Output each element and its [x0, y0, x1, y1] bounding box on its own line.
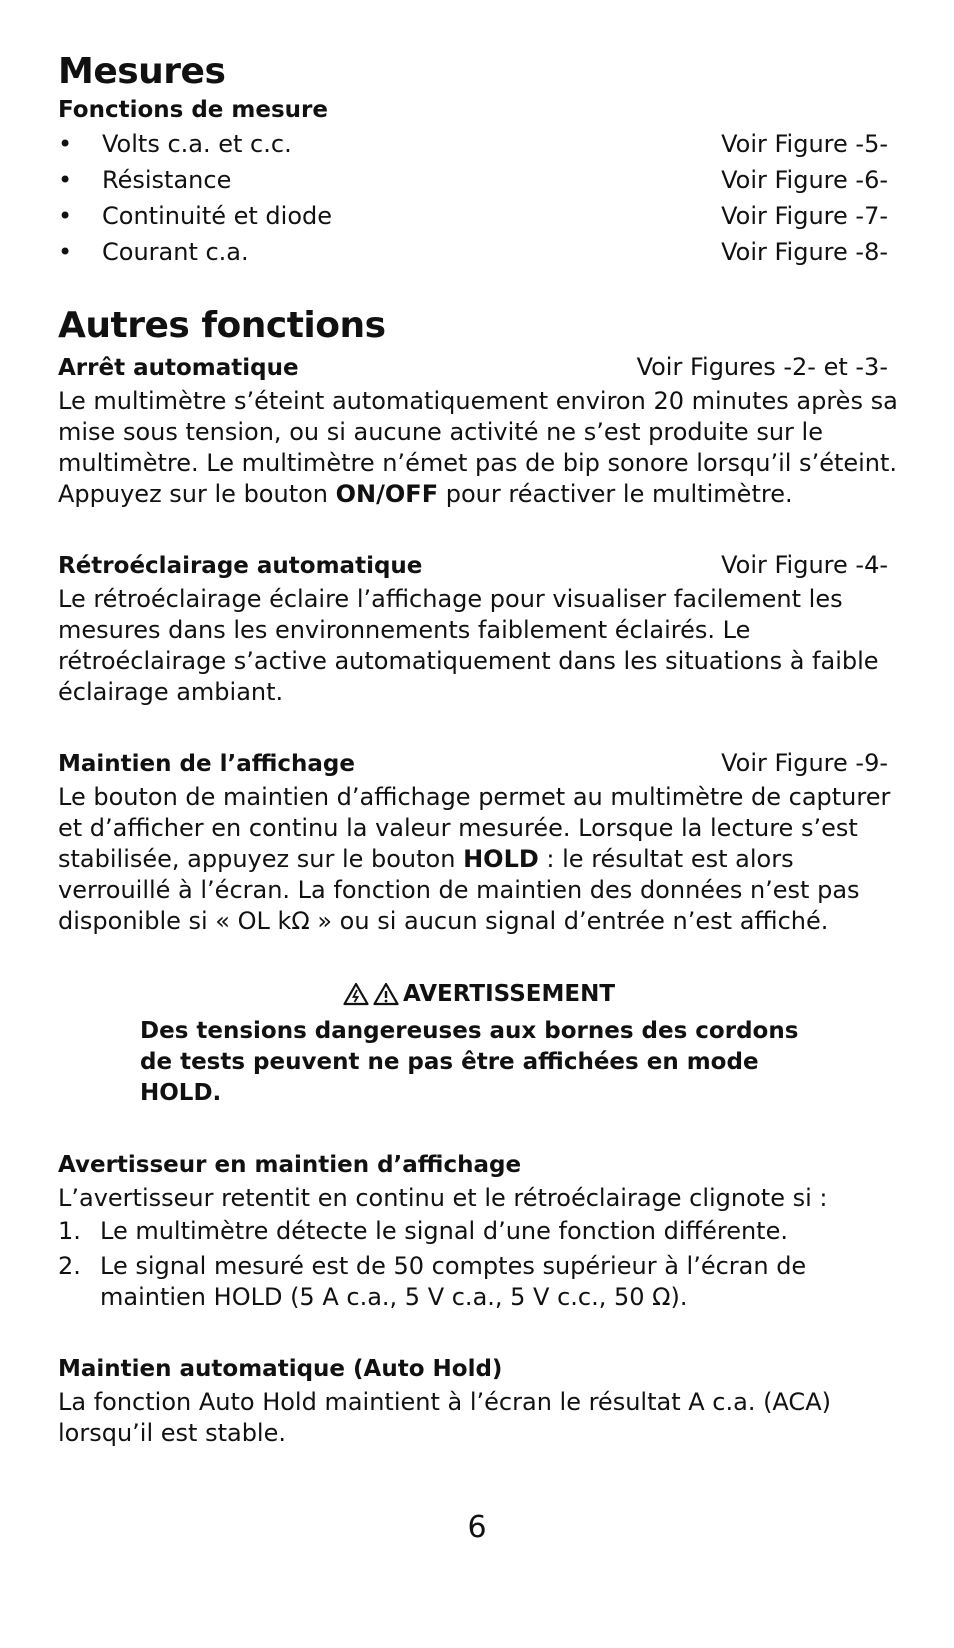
warning-triangle-icon [373, 982, 399, 1006]
figure-reference: Voir Figure -9- [721, 749, 888, 777]
subsection-title-fonctions: Fonctions de mesure [58, 97, 328, 123]
list-item-text: Le multimètre détecte le signal d’une fonction différente. [100, 1217, 788, 1245]
numbered-list [58, 1216, 900, 1313]
page-number: 6 [467, 1510, 487, 1545]
subsection-auto-hold [58, 1353, 900, 1449]
figure-reference: Voir Figure -8- [721, 238, 888, 266]
subsection-heading: Avertisseur en maintien d’affichage [58, 1152, 522, 1178]
subsection-heading: Rétroéclairage automatique [58, 553, 423, 579]
subsection-retroeclairage [58, 550, 900, 708]
paragraph: Le bouton de maintien d’affichage permet au multimètre de capturer et d’afficher en continu la valeur mesurée. Lorsque la lecture s’est stabilisée, appuyez sur le bouton HOLD : le résultat est alors verrouillé à l’écran. La fonction de maintien des données n’est pas disponible si « OL kΩ » ou si aucun signal d’entrée n’est affiché. [58, 783, 891, 935]
section-title-autres-fonctions: Autres fonctions [58, 305, 386, 346]
warning-text: Des tensions dangereuses aux bornes des cordons de tests peuvent ne pas être affichées en mode HOLD. [140, 1018, 799, 1106]
subsection-avertisseur [58, 1149, 900, 1313]
list-item [58, 198, 888, 234]
list-item-label: Résistance [102, 166, 232, 194]
figure-reference: Voir Figure -7- [721, 202, 888, 230]
paragraph: La fonction Auto Hold maintient à l’écran le résultat A c.a. (ACA) lorsqu’il est stable. [58, 1388, 831, 1447]
list-item-label: Volts c.a. et c.c. [102, 130, 292, 158]
bullet: • [58, 202, 73, 230]
list-item [58, 1251, 900, 1313]
paragraph: L’avertisseur retentit en continu et le rétroéclairage clignote si : [58, 1184, 828, 1212]
list-item [58, 234, 888, 270]
bullet: • [58, 238, 73, 266]
manual-page [58, 50, 900, 1449]
warning-box [58, 979, 900, 1109]
section-title-mesures: Mesures [58, 51, 226, 92]
warning-title [343, 979, 615, 1009]
subsection-maintien-affichage [58, 748, 900, 937]
list-item-text: Le signal mesuré est de 50 comptes supérieur à l’écran de maintien HOLD (5 A c.a., 5 V c.a., 5 V c.c., 50 Ω). [100, 1252, 807, 1311]
bullet: • [58, 166, 73, 194]
list-item-label: Continuité et diode [102, 202, 333, 230]
warning-title-text: AVERTISSEMENT [402, 981, 616, 1007]
figure-reference: Voir Figure -6- [721, 166, 888, 194]
electric-hazard-icon [343, 982, 369, 1006]
keyword-on-off: ON/OFF [335, 480, 439, 508]
list-item [58, 126, 888, 162]
figure-reference: Voir Figure -4- [721, 551, 888, 579]
measurement-functions-list [58, 126, 888, 270]
paragraph: Le rétroéclairage éclaire l’affichage pour visualiser facilement les mesures dans les environnements faiblement éclairés. Le rétroéclairage s’active automatiquement dans les situations à faible éclairage ambiant. [58, 585, 879, 706]
subsection-arret-automatique [58, 352, 900, 510]
list-item [58, 1216, 900, 1247]
list-number: 1. [58, 1217, 81, 1245]
keyword-hold: HOLD [463, 845, 539, 873]
figure-reference: Voir Figure -5- [721, 130, 888, 158]
list-number: 2. [58, 1252, 81, 1280]
subsection-heading: Maintien automatique (Auto Hold) [58, 1356, 503, 1382]
list-item [58, 162, 888, 198]
bullet: • [58, 130, 73, 158]
paragraph: Le multimètre s’éteint automatiquement environ 20 minutes après sa mise sous tension, ou si aucune activité ne s’est produite sur le multimètre. Le multimètre n’émet pas de bip sonore lorsqu’il s’éteint. Appuyez sur le bouton ON/OFF pour réactiver le multimètre. [58, 387, 898, 508]
list-item-label: Courant c.a. [102, 238, 249, 266]
subsection-heading: Arrêt automatique [58, 355, 299, 381]
subsection-heading: Maintien de l’affichage [58, 751, 355, 777]
figure-reference: Voir Figures -2- et -3- [636, 353, 888, 381]
